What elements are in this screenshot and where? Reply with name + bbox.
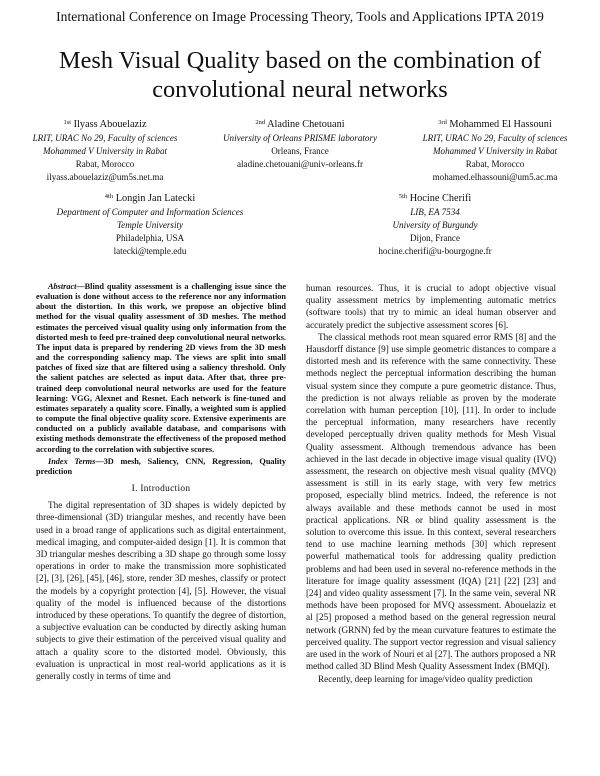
author-email: latecki@temple.edu xyxy=(113,246,187,256)
author-block-1: $^{1st}$ Ilyass Abouelaziz LRIT, URAC No 29, Faculty of sciences Mohammed V University in Rabat Rabat, Morocco ilyass.abouelaziz@um5s.net.ma xyxy=(20,116,190,184)
author-email: ilyass.abouelaziz@um5s.net.ma xyxy=(46,172,164,182)
author-name: Aladine Chetouani xyxy=(267,119,345,130)
intro-paragraph-continued: human resources. Thus, it is crucial to adopt objective visual quality assessment metrics by implementing automatic metrics (software tools) that try to mimic an ideal human observer and accurately predict the subjective assessment scores [6]. xyxy=(306,283,556,330)
author-block-4: $^{4th}$ Longin Jan Latecki Department of Computer and Information Sciences Temple University Philadelphia, USA latecki@temple.edu xyxy=(40,190,260,258)
abstract: Abstract—Blind quality assessment is a challenging issue since the evaluation is done without access to the reference nor any information about the distortion. In this work, we propose an objective blind method for the visual quality assessment of 3D meshes. The method estimates the perceived visual quality using only information from the distorted mesh to feed pre-trained deep convolutional neural networks. The input data is prepared by rendering 2D views from the 3D mesh and the corresponding saliency map. The views are split into small patches of fixed size that are filtered using a saliency threshold. Only the salient patches are selected as input data. After that, three pre-trained deep convolutional neural networks are used for the feature learning: VGG, Alexnet and Resnet. Each network is fine-tuned and estimates separately a quality score. Finally, a weighted sum is applied to compute the final objective quality score. Extensive experiments are conducted on a publicly available database, and comparisons with existing methods demonstrate the effectiveness of the proposed method according to the correlation with subjective scores. xyxy=(36,282,286,454)
section-heading: I. Introduction xyxy=(131,483,191,494)
paper-title: Mesh Visual Quality based on the combination of convolutional neural networks xyxy=(59,47,541,103)
author-email: mohamed.elhassouni@um5.ac.ma xyxy=(432,172,558,182)
conference-header: International Conference on Image Processing Theory, Tools and Applications IPTA 2019 xyxy=(56,9,544,24)
author-name: Ilyass Abouelaziz xyxy=(73,119,147,130)
intro-paragraph-3: Recently, deep learning for image/video quality prediction xyxy=(318,673,533,684)
left-column xyxy=(36,282,286,682)
intro-paragraph-1: The digital representation of 3D shapes is widely depicted by three-dimensional (3D) triangular meshes, and recently have been used in a broad range of applications such as digital entertainment, medical imaging, and computer-aided design [1]. It is common that 3D triangular meshes describing a 3D shape go through some lossy operations in order to make the transmission more sophisticated [2], [3], [26], [45], [46], store, render 3D meshes, classify or protect the models by a copyright protection [4], [5]. However, the visual quality of the model is influenced because of the distortions introduced by these operations. To quantify the degree of distortion, a subjective evaluation can be conducted by directly asking human subjects to give their estimation of the perceived visual quality and attach a quality score to the distorted model. Obviously, this evaluation is unpractical in most real-world applications as it is generally costly in terms of time and xyxy=(36,500,286,682)
index-terms: Index Terms—3D mesh, Saliency, CNN, Regression, Quality prediction xyxy=(36,456,286,476)
right-column xyxy=(306,282,556,685)
author-email: aladine.chetouani@univ-orleans.fr xyxy=(236,159,364,169)
intro-paragraph-2: The classical methods root mean squared error RMS [8] and the Hausdorff distance [9] use simple geometric distances to compare a distorted mesh and its reference with the same connectivity. These methods neglect the perceptual information describing the human visual system since they compute a pure geometric distance. Thus, the prediction is not always reliable as proven by the moderate correlation with human perception [10], [11]. In order to include the perceptual information, many researchers have recently developed perceptually driven quality methods for Mesh Visual Quality assessment. Although tremendous advance has been achieved in the last decade in objective image visual quality (IVQ) assessment, the research on objective mesh visual quality (MVQ) assessment is still in its early stage, with very few metrics proposed, especially blind metrics. Indeed, the reference is not always available and these methods cannot be used in most practical applications. NR or blind quality assessment is the solution to overcome this issue. In this context, several researchers tend to use machine learning methods [30] which represent powerful mathematical tools for addressing quality prediction problems and had been used in several no-reference methods in the literature for image quality assessment (IQA) [21] [22] [23] and [24] and video quality assessment [7]. In the same vein, several NR methods have been proposed for MVQ assessment. Abouelaziz et al [25] proposed a method based on the general regression neural network (GRNN) fed by the mean curvature features to estimate the perceived quality. The support vector regression and visual saliency are used in the work of Nouri et al [27]. The authors proposed a NR method called 3D Blind Mesh Quality Assessment Index (BMQI). xyxy=(306,331,557,672)
author-block-3: $^{3rd}$ Mohammed El Hassouni LRIT, URAC No 29, Faculty of sciences Mohammed V University in Rabat Rabat, Morocco mohamed.elhassouni@um5.ac.ma xyxy=(410,116,580,184)
author-block-2: $^{2nd}$ Aladine Chetouani University of Orleans PRISME laboratory Orleans, France aladine.chetouani@univ-orleans.fr xyxy=(215,116,385,171)
author-name: Hocine Cherifi xyxy=(409,193,472,204)
author-block-5: $^{5th}$ Hocine Cherifi LIB, EA 7534 University of Burgundy Dijon, France hocine.cherifi@u-bourgogne.fr xyxy=(330,190,540,258)
author-email: hocine.cherifi@u-bourgogne.fr xyxy=(378,246,492,256)
author-name: Mohammed El Hassouni xyxy=(449,119,552,130)
author-name: Longin Jan Latecki xyxy=(115,193,196,204)
